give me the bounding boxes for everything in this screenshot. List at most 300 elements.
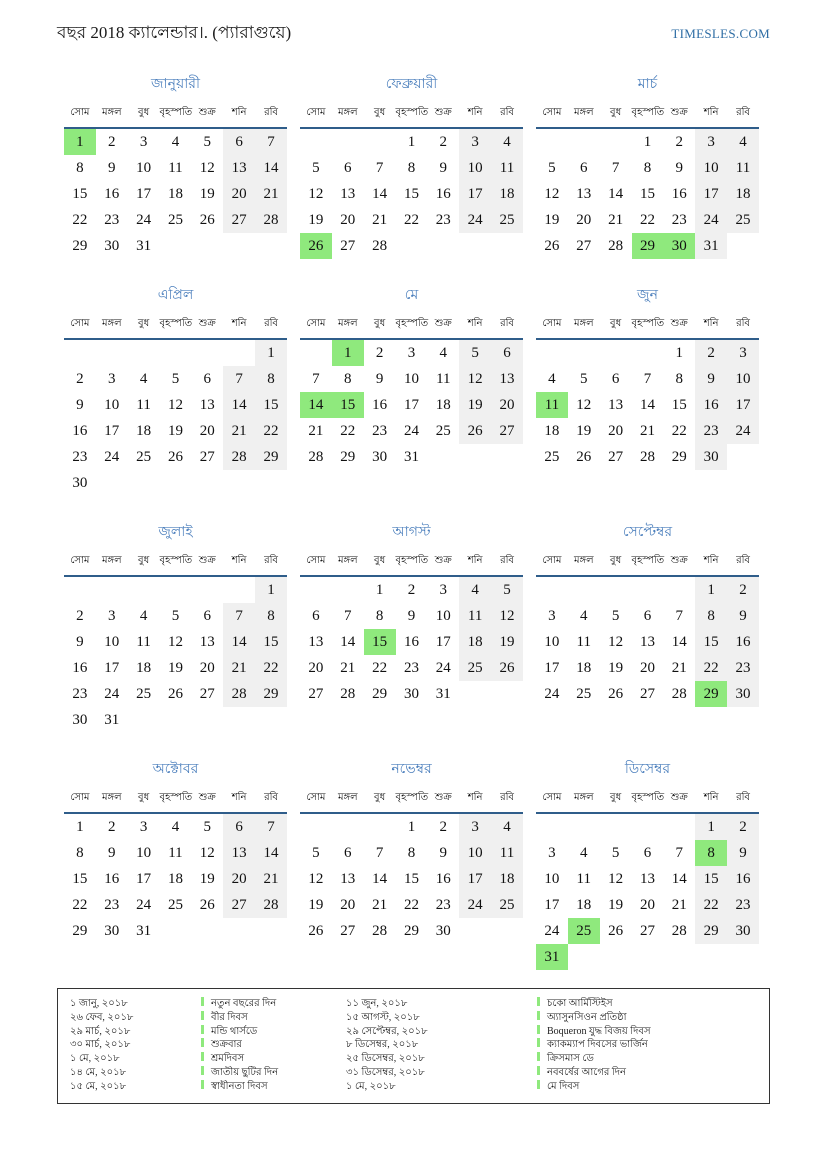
empty-cell [459, 681, 491, 707]
day-cell: 18 [167, 870, 183, 887]
day-cell: 25 [576, 685, 592, 702]
legend-holiday-name: নতুন বছরের দিন [201, 997, 346, 1011]
weekday-label: শনি [223, 314, 255, 339]
month-11 [300, 757, 523, 944]
empty-cell [64, 576, 96, 603]
weekday-label: বৃহস্পতি [160, 103, 192, 128]
day-cell: 11 [168, 159, 183, 176]
day-cell: 11 [136, 396, 151, 413]
holiday-marker-icon [201, 997, 204, 1006]
weekday-label: শুক্র [427, 551, 459, 576]
day-cell: 27 [340, 922, 356, 939]
empty-cell [300, 339, 332, 366]
empty-cell [632, 576, 664, 603]
day-cell: 1 [407, 133, 416, 150]
day-cell: 31 [104, 711, 120, 728]
weekday-label: মঙ্গল [332, 314, 364, 339]
day-cell: 2 [439, 133, 448, 150]
day-cell: 3 [108, 607, 116, 624]
day-cell: 24 [104, 448, 120, 465]
day-cell: 19 [308, 896, 324, 913]
day-cell: 24 [136, 896, 152, 913]
day-cell: 21 [340, 659, 356, 676]
day-cell: 1 [675, 344, 684, 361]
day-cell: 25 [435, 422, 451, 439]
holiday-marker-icon [537, 1025, 540, 1034]
day-cell: 8 [375, 607, 384, 624]
day-cell: 16 [727, 629, 759, 655]
weekday-label: বুধ [600, 314, 632, 339]
day-cell: 6 [344, 844, 352, 861]
month-title: ফেব্রুয়ারী [385, 77, 438, 92]
day-cell: 26 [608, 922, 624, 939]
day-cell: 14 [223, 629, 255, 655]
day-cell: 21 [671, 896, 687, 913]
empty-cell [128, 470, 160, 496]
day-cell: 20 [223, 181, 255, 207]
legend-date: ১ মে, ২০১৮ [70, 1053, 120, 1065]
day-cell: 28 [372, 922, 388, 939]
weekday-label: শনি [459, 551, 491, 576]
day-cell: 12 [167, 633, 183, 650]
day-cell: 11 [168, 844, 183, 861]
empty-cell [663, 944, 695, 970]
day-cell: 2 [108, 818, 116, 835]
day-cell: 20 [608, 422, 624, 439]
legend-holiday-name: স্বাধীনতা দিবস [201, 1080, 346, 1094]
empty-cell [632, 944, 664, 970]
day-cell: 17 [403, 396, 419, 413]
day-cell: 18 [167, 185, 183, 202]
day-cell: 28 [639, 448, 655, 465]
empty-cell [160, 233, 192, 259]
month-table [300, 103, 523, 259]
day-cell: 7 [675, 607, 684, 624]
day-cell: 24 [459, 892, 491, 918]
empty-cell [536, 576, 568, 603]
legend-date: ২৯ মার্চ, ২০১৮ [70, 1025, 131, 1037]
day-cell: 26 [491, 655, 523, 681]
legend-holiday-name: শুক্রবার [201, 1038, 346, 1052]
month-9 [536, 520, 759, 707]
day-cell: 26 [308, 922, 324, 939]
day-cell: 4 [139, 370, 148, 387]
weekday-label: শনি [695, 314, 727, 339]
weekday-label: রবি [255, 103, 287, 128]
day-cell: 8 [255, 366, 287, 392]
weekday-label: রবি [255, 551, 287, 576]
day-cell: 4 [727, 128, 759, 155]
day-cell: 12 [608, 870, 624, 887]
weekday-label: শনি [459, 103, 491, 128]
day-cell: 10 [136, 159, 152, 176]
day-cell: 30 [403, 685, 419, 702]
day-cell: 22 [695, 892, 727, 918]
holiday-marker-icon [537, 1080, 540, 1089]
day-cell: 19 [199, 870, 215, 887]
weekday-label: বুধ [600, 551, 632, 576]
legend-date: ১ মে, ২০১৮ [346, 1080, 396, 1092]
day-cell: 7 [375, 159, 384, 176]
month-title: মে [404, 288, 419, 303]
day-cell: 28 [223, 444, 255, 470]
day-cell: 15 [639, 185, 655, 202]
day-cell: 18 [544, 422, 560, 439]
day-cell: 29 [372, 685, 388, 702]
day-cell: 1 [64, 128, 96, 155]
month-10 [64, 757, 287, 944]
legend-holiday-name: জাতীয় ছুটির দিন [201, 1066, 346, 1080]
day-cell: 25 [167, 211, 183, 228]
month-5 [300, 283, 523, 470]
day-cell: 9 [407, 607, 416, 624]
day-cell: 16 [72, 659, 88, 676]
empty-cell [491, 233, 523, 259]
day-cell: 26 [300, 233, 332, 259]
day-cell: 24 [544, 685, 560, 702]
legend-holiday-name: Boqueron যুদ্ধ বিজয় দিবস [537, 1025, 759, 1039]
day-cell: 2 [76, 607, 84, 624]
weekday-label: রবি [727, 551, 759, 576]
day-cell: 24 [435, 659, 451, 676]
legend-holiday-name: অ্যাসুনসিওন প্রতিষ্ঠা [537, 1011, 759, 1025]
weekday-label: মঙ্গল [332, 103, 364, 128]
day-cell: 8 [255, 603, 287, 629]
day-cell: 22 [671, 422, 687, 439]
day-cell: 8 [643, 159, 652, 176]
weekday-label: রবি [255, 314, 287, 339]
weekday-label: বৃহস্পতি [396, 103, 428, 128]
day-cell: 8 [76, 159, 84, 176]
day-cell: 21 [671, 659, 687, 676]
day-cell: 3 [459, 813, 491, 840]
day-cell: 14 [300, 392, 332, 418]
empty-cell [300, 813, 332, 840]
day-cell: 19 [167, 422, 183, 439]
legend-date: ৮ ডিসেম্বর, ২০১৮ [346, 1039, 419, 1051]
day-cell: 12 [199, 844, 215, 861]
weekday-label: সোম [536, 314, 568, 339]
empty-cell [727, 944, 759, 970]
day-cell: 10 [403, 370, 419, 387]
empty-cell [191, 233, 223, 259]
weekday-label: বুধ [600, 103, 632, 128]
month-table [536, 103, 759, 259]
day-cell: 14 [671, 633, 687, 650]
empty-cell [255, 470, 287, 496]
day-cell: 13 [340, 870, 356, 887]
day-cell: 17 [544, 659, 560, 676]
day-cell: 29 [72, 237, 88, 254]
day-cell: 6 [643, 844, 652, 861]
day-cell: 19 [544, 211, 560, 228]
day-cell: 23 [72, 448, 88, 465]
weekday-label: শুক্র [663, 314, 695, 339]
day-cell: 27 [223, 207, 255, 233]
month-table [64, 314, 287, 496]
month-table [300, 551, 523, 707]
day-cell: 20 [308, 659, 324, 676]
empty-cell [332, 576, 364, 603]
day-cell: 15 [72, 870, 88, 887]
month-table [536, 788, 759, 970]
day-cell: 16 [104, 185, 120, 202]
day-cell: 24 [136, 211, 152, 228]
month-7 [64, 520, 287, 733]
weekday-label: সোম [536, 103, 568, 128]
day-cell: 19 [459, 392, 491, 418]
day-cell: 4 [548, 370, 556, 387]
weekday-label: মঙ্গল [568, 103, 600, 128]
day-cell: 29 [340, 448, 356, 465]
day-cell: 5 [203, 818, 212, 835]
day-cell: 23 [372, 422, 388, 439]
empty-cell [459, 918, 491, 944]
day-cell: 2 [675, 133, 684, 150]
weekday-label: সোম [64, 788, 96, 813]
day-cell: 18 [491, 866, 523, 892]
day-cell: 31 [695, 233, 727, 259]
weekday-label: শুক্র [663, 103, 695, 128]
holiday-marker-icon [201, 1011, 204, 1020]
day-cell: 7 [611, 159, 620, 176]
weekday-label: মঙ্গল [332, 788, 364, 813]
weekday-label: শুক্র [427, 103, 459, 128]
legend-holiday-name: মন্ডি থার্সডে [201, 1025, 346, 1039]
day-cell: 16 [671, 185, 687, 202]
day-cell: 2 [76, 370, 84, 387]
legend-date: ৩০ মার্চ, ২০১৮ [70, 1039, 131, 1051]
day-cell: 29 [695, 918, 727, 944]
month-table [300, 314, 523, 470]
day-cell: 30 [695, 444, 727, 470]
empty-cell [427, 233, 459, 259]
weekday-label: সোম [64, 551, 96, 576]
day-cell: 12 [608, 633, 624, 650]
day-cell: 19 [608, 659, 624, 676]
empty-cell [332, 128, 364, 155]
month-title: জুন [637, 288, 658, 303]
day-cell: 10 [104, 396, 120, 413]
day-cell: 11 [491, 840, 523, 866]
weekday-label: শুক্র [191, 551, 223, 576]
legend-date: ১ জানু, ২০১৮ [70, 998, 128, 1009]
day-cell: 22 [403, 896, 419, 913]
weekday-label: শনি [223, 788, 255, 813]
day-cell: 27 [608, 448, 624, 465]
legend-holiday-name: ক্রিসমাস ডে [537, 1052, 759, 1066]
day-cell: 23 [435, 896, 451, 913]
day-cell: 5 [611, 844, 620, 861]
day-cell: 3 [108, 370, 116, 387]
weekday-label: সোম [64, 314, 96, 339]
weekday-label: বৃহস্পতি [396, 314, 428, 339]
month-title: সেপ্টেম্বর [622, 525, 673, 540]
empty-cell [459, 444, 491, 470]
empty-cell [727, 233, 759, 259]
day-cell: 21 [255, 181, 287, 207]
day-cell: 21 [372, 211, 388, 228]
day-cell: 6 [344, 159, 352, 176]
day-cell: 27 [340, 237, 356, 254]
empty-cell [160, 470, 192, 496]
day-cell: 12 [491, 603, 523, 629]
day-cell: 6 [580, 159, 588, 176]
day-cell: 26 [167, 685, 183, 702]
weekday-label: রবি [491, 103, 523, 128]
day-cell: 3 [727, 339, 759, 366]
empty-cell [695, 944, 727, 970]
weekday-label: বুধ [128, 788, 160, 813]
weekday-label: বুধ [600, 788, 632, 813]
legend-date: ২৬ ফেব, ২০১৮ [70, 1011, 134, 1023]
day-cell: 19 [576, 422, 592, 439]
weekday-label: বৃহস্পতি [632, 788, 664, 813]
day-cell: 28 [372, 237, 388, 254]
empty-cell [727, 444, 759, 470]
day-cell: 22 [255, 655, 287, 681]
day-cell: 25 [136, 685, 152, 702]
day-cell: 13 [223, 155, 255, 181]
day-cell: 31 [536, 944, 568, 970]
empty-cell [491, 681, 523, 707]
day-cell: 23 [727, 655, 759, 681]
page-header [0, 0, 827, 48]
day-cell: 23 [104, 211, 120, 228]
day-cell: 4 [171, 133, 180, 150]
weekday-label: বুধ [364, 314, 396, 339]
day-cell: 27 [199, 685, 215, 702]
day-cell: 5 [312, 844, 320, 861]
day-cell: 6 [611, 370, 620, 387]
weekday-label: রবি [255, 788, 287, 813]
day-cell: 21 [372, 896, 388, 913]
day-cell: 12 [576, 396, 592, 413]
weekday-label: মঙ্গল [96, 788, 128, 813]
day-cell: 23 [671, 211, 687, 228]
day-cell: 27 [576, 237, 592, 254]
empty-cell [536, 128, 568, 155]
empty-cell [568, 339, 600, 366]
day-cell: 2 [439, 818, 448, 835]
day-cell: 20 [639, 896, 655, 913]
day-cell: 15 [403, 185, 419, 202]
empty-cell [600, 576, 632, 603]
day-cell: 26 [544, 237, 560, 254]
weekday-label: শুক্র [427, 314, 459, 339]
day-cell: 15 [255, 392, 287, 418]
day-cell: 1 [695, 813, 727, 840]
day-cell: 25 [544, 448, 560, 465]
day-cell: 30 [104, 237, 120, 254]
day-cell: 6 [643, 607, 652, 624]
legend-holiday-name: চকো আর্মিস্টিইস [537, 997, 759, 1011]
day-cell: 7 [675, 844, 684, 861]
holiday-marker-icon [537, 1011, 540, 1020]
holiday-marker-icon [201, 1080, 204, 1089]
empty-cell [191, 707, 223, 733]
day-cell: 11 [491, 155, 523, 181]
day-cell: 18 [727, 181, 759, 207]
weekday-label: শনি [695, 103, 727, 128]
weekday-label: শুক্র [663, 551, 695, 576]
day-cell: 4 [459, 576, 491, 603]
day-cell: 24 [727, 418, 759, 444]
day-cell: 22 [255, 418, 287, 444]
day-cell: 22 [340, 422, 356, 439]
empty-cell [255, 918, 287, 944]
day-cell: 24 [403, 422, 419, 439]
day-cell: 6 [223, 813, 255, 840]
day-cell: 8 [695, 603, 727, 629]
day-cell: 21 [639, 422, 655, 439]
day-cell: 20 [576, 211, 592, 228]
weekday-label: বৃহস্পতি [396, 788, 428, 813]
empty-cell [223, 576, 255, 603]
legend-date: ১১ জুন, ২০১৮ [346, 998, 408, 1009]
day-cell: 17 [104, 659, 120, 676]
day-cell: 8 [344, 370, 352, 387]
day-cell: 5 [491, 576, 523, 603]
holiday-marker-icon [537, 1038, 540, 1047]
month-8 [300, 520, 523, 707]
empty-cell [364, 128, 396, 155]
month-3 [536, 72, 759, 259]
day-cell: 13 [491, 366, 523, 392]
day-cell: 5 [171, 607, 180, 624]
day-cell: 29 [255, 444, 287, 470]
weekday-label: বুধ [128, 314, 160, 339]
day-cell: 10 [435, 607, 451, 624]
month-title: জানুয়ারী [151, 77, 200, 92]
day-cell: 1 [332, 339, 364, 366]
day-cell: 16 [435, 870, 451, 887]
day-cell: 7 [223, 366, 255, 392]
weekday-label: সোম [300, 314, 332, 339]
day-cell: 29 [255, 681, 287, 707]
day-cell: 11 [727, 155, 759, 181]
empty-cell [427, 444, 459, 470]
empty-cell [600, 813, 632, 840]
day-cell: 28 [608, 237, 624, 254]
weekday-label: শুক্র [663, 788, 695, 813]
day-cell: 30 [72, 711, 88, 728]
day-cell: 19 [199, 185, 215, 202]
month-title: আগস্ট [392, 525, 431, 540]
site-link[interactable]: TIMESLES.COM [671, 26, 770, 41]
empty-cell [128, 576, 160, 603]
day-cell: 25 [491, 892, 523, 918]
holiday-legend [57, 988, 770, 1104]
day-cell: 13 [639, 870, 655, 887]
empty-cell [663, 813, 695, 840]
weekday-label: বৃহস্পতি [160, 788, 192, 813]
day-cell: 17 [136, 870, 152, 887]
day-cell: 25 [727, 207, 759, 233]
empty-cell [96, 576, 128, 603]
day-cell: 6 [203, 607, 212, 624]
day-cell: 23 [104, 896, 120, 913]
day-cell: 5 [312, 159, 320, 176]
weekday-label: রবি [491, 314, 523, 339]
day-cell: 8 [407, 159, 416, 176]
weekday-label: সোম [64, 103, 96, 128]
day-cell: 8 [695, 840, 727, 866]
month-2 [300, 72, 523, 259]
day-cell: 15 [695, 866, 727, 892]
day-cell: 16 [403, 633, 419, 650]
empty-cell [632, 339, 664, 366]
